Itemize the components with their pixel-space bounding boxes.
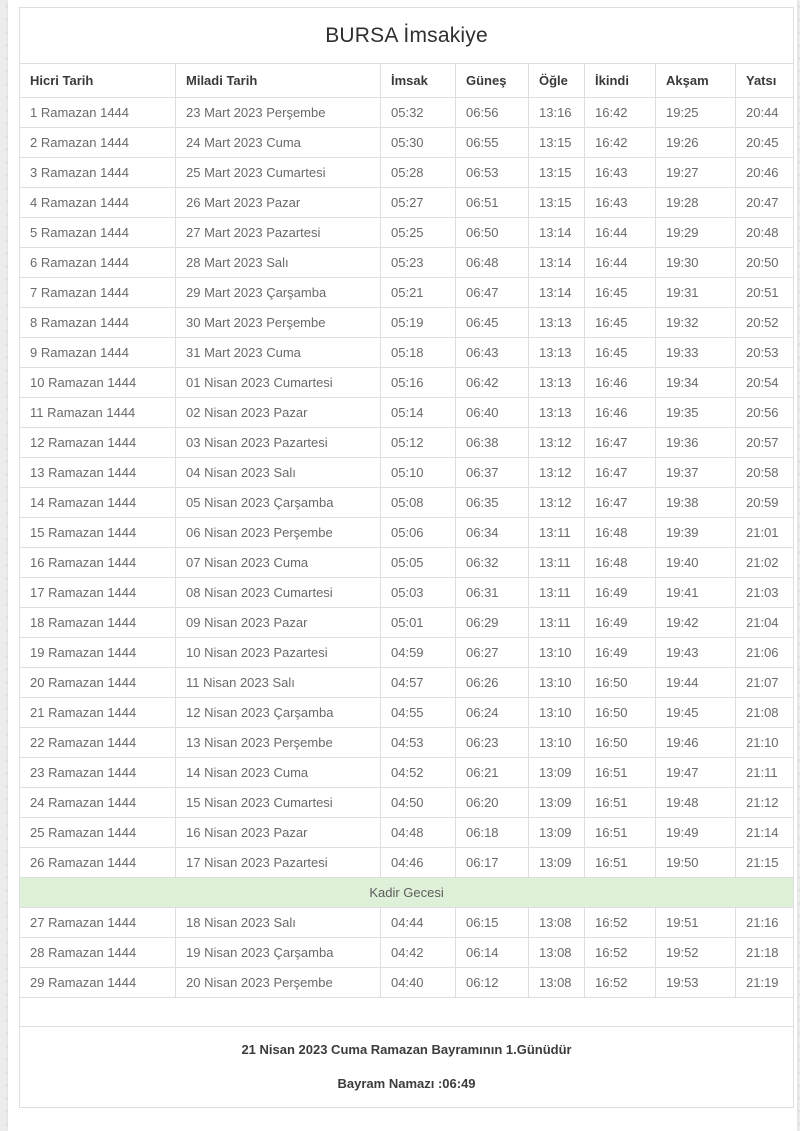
gunes-time-cell: 06:48 <box>456 248 529 278</box>
miladi-tarih-cell: 31 Mart 2023 Cuma <box>176 338 381 368</box>
aksam-time-cell: 19:31 <box>656 278 736 308</box>
miladi-tarih-cell: 30 Mart 2023 Perşembe <box>176 308 381 338</box>
imsak-time-cell: 05:16 <box>381 368 456 398</box>
yatsi-time-cell: 20:45 <box>736 128 794 158</box>
imsak-time-cell: 04:46 <box>381 848 456 878</box>
yatsi-time-cell: 21:08 <box>736 698 794 728</box>
ogle-time-cell: 13:14 <box>529 248 585 278</box>
aksam-time-cell: 19:43 <box>656 638 736 668</box>
hicri-tarih-cell: 3 Ramazan 1444 <box>20 158 176 188</box>
yatsi-time-cell: 21:15 <box>736 848 794 878</box>
ogle-time-cell: 13:08 <box>529 938 585 968</box>
ikindi-time-cell: 16:51 <box>585 758 656 788</box>
gunes-time-cell: 06:34 <box>456 518 529 548</box>
column-header-ogle: Öğle <box>529 64 585 98</box>
miladi-tarih-cell: 17 Nisan 2023 Pazartesi <box>176 848 381 878</box>
miladi-tarih-cell: 20 Nisan 2023 Perşembe <box>176 968 381 998</box>
ikindi-time-cell: 16:52 <box>585 968 656 998</box>
hicri-tarih-cell: 21 Ramazan 1444 <box>20 698 176 728</box>
table-row <box>20 608 794 638</box>
yatsi-time-cell: 20:57 <box>736 428 794 458</box>
miladi-tarih-cell: 25 Mart 2023 Cumartesi <box>176 158 381 188</box>
table-row <box>20 638 794 668</box>
yatsi-time-cell: 21:19 <box>736 968 794 998</box>
bayram-namazi-time: Bayram Namazı :06:49 <box>337 1076 476 1091</box>
gunes-time-cell: 06:56 <box>456 98 529 128</box>
miladi-tarih-cell: 13 Nisan 2023 Perşembe <box>176 728 381 758</box>
miladi-tarih-cell: 18 Nisan 2023 Salı <box>176 908 381 938</box>
column-header-row <box>20 64 794 98</box>
yatsi-time-cell: 21:07 <box>736 668 794 698</box>
miladi-tarih-cell: 24 Mart 2023 Cuma <box>176 128 381 158</box>
gunes-time-cell: 06:15 <box>456 908 529 938</box>
gunes-time-cell: 06:50 <box>456 218 529 248</box>
aksam-time-cell: 19:25 <box>656 98 736 128</box>
imsak-time-cell: 04:52 <box>381 758 456 788</box>
hicri-tarih-cell: 22 Ramazan 1444 <box>20 728 176 758</box>
bayram-day-note: 21 Nisan 2023 Cuma Ramazan Bayramının 1.Günüdür <box>241 1042 572 1057</box>
aksam-time-cell: 19:52 <box>656 938 736 968</box>
aksam-time-cell: 19:46 <box>656 728 736 758</box>
aksam-time-cell: 19:44 <box>656 668 736 698</box>
aksam-time-cell: 19:28 <box>656 188 736 218</box>
yatsi-time-cell: 20:50 <box>736 248 794 278</box>
ikindi-time-cell: 16:43 <box>585 188 656 218</box>
gunes-time-cell: 06:14 <box>456 938 529 968</box>
hicri-tarih-cell: 27 Ramazan 1444 <box>20 908 176 938</box>
gunes-time-cell: 06:32 <box>456 548 529 578</box>
ogle-time-cell: 13:08 <box>529 908 585 938</box>
table-row <box>20 548 794 578</box>
table-row <box>20 788 794 818</box>
aksam-time-cell: 19:39 <box>656 518 736 548</box>
ogle-time-cell: 13:15 <box>529 188 585 218</box>
ogle-time-cell: 13:16 <box>529 98 585 128</box>
aksam-time-cell: 19:50 <box>656 848 736 878</box>
imsak-time-cell: 05:28 <box>381 158 456 188</box>
miladi-tarih-cell: 02 Nisan 2023 Pazar <box>176 398 381 428</box>
imsak-time-cell: 05:25 <box>381 218 456 248</box>
yatsi-time-cell: 20:47 <box>736 188 794 218</box>
gunes-time-cell: 06:29 <box>456 608 529 638</box>
miladi-tarih-cell: 04 Nisan 2023 Salı <box>176 458 381 488</box>
ikindi-time-cell: 16:50 <box>585 698 656 728</box>
miladi-tarih-cell: 11 Nisan 2023 Salı <box>176 668 381 698</box>
table-row <box>20 98 794 128</box>
ikindi-time-cell: 16:47 <box>585 488 656 518</box>
page-title: BURSA İmsakiye <box>20 8 794 64</box>
column-header-hicri-tarih: Hicri Tarih <box>20 64 176 98</box>
ogle-time-cell: 13:10 <box>529 728 585 758</box>
hicri-tarih-cell: 20 Ramazan 1444 <box>20 668 176 698</box>
ogle-time-cell: 13:14 <box>529 278 585 308</box>
hicri-tarih-cell: 19 Ramazan 1444 <box>20 638 176 668</box>
table-row <box>20 458 794 488</box>
hicri-tarih-cell: 6 Ramazan 1444 <box>20 248 176 278</box>
imsak-time-cell: 05:10 <box>381 458 456 488</box>
hicri-tarih-cell: 12 Ramazan 1444 <box>20 428 176 458</box>
gunes-time-cell: 06:37 <box>456 458 529 488</box>
miladi-tarih-cell: 03 Nisan 2023 Pazartesi <box>176 428 381 458</box>
hicri-tarih-cell: 7 Ramazan 1444 <box>20 278 176 308</box>
table-row <box>20 368 794 398</box>
ogle-time-cell: 13:13 <box>529 338 585 368</box>
ogle-time-cell: 13:15 <box>529 158 585 188</box>
miladi-tarih-cell: 10 Nisan 2023 Pazartesi <box>176 638 381 668</box>
imsak-time-cell: 05:21 <box>381 278 456 308</box>
miladi-tarih-cell: 07 Nisan 2023 Cuma <box>176 548 381 578</box>
yatsi-time-cell: 21:16 <box>736 908 794 938</box>
column-header-ikindi: İkindi <box>585 64 656 98</box>
imsak-time-cell: 05:08 <box>381 488 456 518</box>
ikindi-time-cell: 16:47 <box>585 458 656 488</box>
ikindi-time-cell: 16:45 <box>585 338 656 368</box>
gunes-time-cell: 06:47 <box>456 278 529 308</box>
imsak-time-cell: 04:57 <box>381 668 456 698</box>
table-row <box>20 908 794 938</box>
ogle-time-cell: 13:09 <box>529 818 585 848</box>
ogle-time-cell: 13:10 <box>529 638 585 668</box>
ogle-time-cell: 13:11 <box>529 608 585 638</box>
ikindi-time-cell: 16:51 <box>585 788 656 818</box>
gunes-time-cell: 06:38 <box>456 428 529 458</box>
prayer-times-table <box>19 7 794 1108</box>
table-row <box>20 818 794 848</box>
gunes-time-cell: 06:20 <box>456 788 529 818</box>
yatsi-time-cell: 21:02 <box>736 548 794 578</box>
table-row <box>20 428 794 458</box>
ogle-time-cell: 13:09 <box>529 758 585 788</box>
aksam-time-cell: 19:47 <box>656 758 736 788</box>
miladi-tarih-cell: 14 Nisan 2023 Cuma <box>176 758 381 788</box>
column-header-aksam: Akşam <box>656 64 736 98</box>
ogle-time-cell: 13:14 <box>529 218 585 248</box>
ikindi-time-cell: 16:42 <box>585 98 656 128</box>
ogle-time-cell: 13:09 <box>529 848 585 878</box>
hicri-tarih-cell: 5 Ramazan 1444 <box>20 218 176 248</box>
hicri-tarih-cell: 13 Ramazan 1444 <box>20 458 176 488</box>
yatsi-time-cell: 21:04 <box>736 608 794 638</box>
aksam-time-cell: 19:51 <box>656 908 736 938</box>
gunes-time-cell: 06:53 <box>456 158 529 188</box>
hicri-tarih-cell: 28 Ramazan 1444 <box>20 938 176 968</box>
table-row <box>20 728 794 758</box>
aksam-time-cell: 19:42 <box>656 608 736 638</box>
yatsi-time-cell: 20:46 <box>736 158 794 188</box>
gunes-time-cell: 06:51 <box>456 188 529 218</box>
ogle-time-cell: 13:11 <box>529 548 585 578</box>
ikindi-time-cell: 16:43 <box>585 158 656 188</box>
hicri-tarih-cell: 4 Ramazan 1444 <box>20 188 176 218</box>
hicri-tarih-cell: 16 Ramazan 1444 <box>20 548 176 578</box>
footer-row <box>20 1027 794 1108</box>
aksam-time-cell: 19:30 <box>656 248 736 278</box>
table-row <box>20 158 794 188</box>
gunes-time-cell: 06:21 <box>456 758 529 788</box>
miladi-tarih-cell: 09 Nisan 2023 Pazar <box>176 608 381 638</box>
ogle-time-cell: 13:13 <box>529 308 585 338</box>
imsak-time-cell: 04:40 <box>381 968 456 998</box>
gunes-time-cell: 06:45 <box>456 308 529 338</box>
yatsi-time-cell: 21:06 <box>736 638 794 668</box>
table-row <box>20 488 794 518</box>
hicri-tarih-cell: 8 Ramazan 1444 <box>20 308 176 338</box>
table-row <box>20 398 794 428</box>
imsak-time-cell: 05:06 <box>381 518 456 548</box>
ogle-time-cell: 13:12 <box>529 428 585 458</box>
aksam-time-cell: 19:37 <box>656 458 736 488</box>
hicri-tarih-cell: 29 Ramazan 1444 <box>20 968 176 998</box>
ikindi-time-cell: 16:51 <box>585 818 656 848</box>
imsak-time-cell: 05:03 <box>381 578 456 608</box>
gunes-time-cell: 06:26 <box>456 668 529 698</box>
ikindi-time-cell: 16:50 <box>585 668 656 698</box>
aksam-time-cell: 19:32 <box>656 308 736 338</box>
aksam-time-cell: 19:38 <box>656 488 736 518</box>
yatsi-time-cell: 21:18 <box>736 938 794 968</box>
ogle-time-cell: 13:12 <box>529 458 585 488</box>
table-row <box>20 308 794 338</box>
yatsi-time-cell: 21:01 <box>736 518 794 548</box>
imsak-time-cell: 04:59 <box>381 638 456 668</box>
hicri-tarih-cell: 24 Ramazan 1444 <box>20 788 176 818</box>
ogle-time-cell: 13:10 <box>529 698 585 728</box>
yatsi-time-cell: 20:53 <box>736 338 794 368</box>
hicri-tarih-cell: 15 Ramazan 1444 <box>20 518 176 548</box>
ikindi-time-cell: 16:50 <box>585 728 656 758</box>
gunes-time-cell: 06:55 <box>456 128 529 158</box>
ikindi-time-cell: 16:44 <box>585 218 656 248</box>
aksam-time-cell: 19:29 <box>656 218 736 248</box>
miladi-tarih-cell: 12 Nisan 2023 Çarşamba <box>176 698 381 728</box>
aksam-time-cell: 19:45 <box>656 698 736 728</box>
yatsi-time-cell: 20:48 <box>736 218 794 248</box>
ikindi-time-cell: 16:45 <box>585 308 656 338</box>
table-row <box>20 278 794 308</box>
imsak-time-cell: 04:42 <box>381 938 456 968</box>
table-row <box>20 128 794 158</box>
ikindi-time-cell: 16:45 <box>585 278 656 308</box>
ikindi-time-cell: 16:44 <box>585 248 656 278</box>
aksam-time-cell: 19:53 <box>656 968 736 998</box>
yatsi-time-cell: 20:51 <box>736 278 794 308</box>
gunes-time-cell: 06:43 <box>456 338 529 368</box>
gunes-time-cell: 06:40 <box>456 398 529 428</box>
ikindi-time-cell: 16:49 <box>585 638 656 668</box>
miladi-tarih-cell: 19 Nisan 2023 Çarşamba <box>176 938 381 968</box>
aksam-time-cell: 19:33 <box>656 338 736 368</box>
ogle-time-cell: 13:12 <box>529 488 585 518</box>
ikindi-time-cell: 16:49 <box>585 608 656 638</box>
aksam-time-cell: 19:40 <box>656 548 736 578</box>
gunes-time-cell: 06:17 <box>456 848 529 878</box>
gunes-time-cell: 06:35 <box>456 488 529 518</box>
miladi-tarih-cell: 27 Mart 2023 Pazartesi <box>176 218 381 248</box>
ikindi-time-cell: 16:52 <box>585 908 656 938</box>
ikindi-time-cell: 16:52 <box>585 938 656 968</box>
ikindi-time-cell: 16:48 <box>585 518 656 548</box>
miladi-tarih-cell: 29 Mart 2023 Çarşamba <box>176 278 381 308</box>
imsak-time-cell: 04:55 <box>381 698 456 728</box>
yatsi-time-cell: 21:14 <box>736 818 794 848</box>
hicri-tarih-cell: 25 Ramazan 1444 <box>20 818 176 848</box>
miladi-tarih-cell: 26 Mart 2023 Pazar <box>176 188 381 218</box>
ikindi-time-cell: 16:51 <box>585 848 656 878</box>
ikindi-time-cell: 16:48 <box>585 548 656 578</box>
yatsi-time-cell: 20:58 <box>736 458 794 488</box>
ikindi-time-cell: 16:46 <box>585 368 656 398</box>
yatsi-time-cell: 21:10 <box>736 728 794 758</box>
title-row <box>20 8 794 64</box>
imsak-time-cell: 04:44 <box>381 908 456 938</box>
yatsi-time-cell: 20:44 <box>736 98 794 128</box>
imsak-time-cell: 05:32 <box>381 98 456 128</box>
miladi-tarih-cell: 28 Mart 2023 Salı <box>176 248 381 278</box>
gunes-time-cell: 06:27 <box>456 638 529 668</box>
footer-cell <box>20 1027 794 1108</box>
gunes-time-cell: 06:12 <box>456 968 529 998</box>
hicri-tarih-cell: 14 Ramazan 1444 <box>20 488 176 518</box>
table-row <box>20 218 794 248</box>
table-body <box>20 98 794 998</box>
miladi-tarih-cell: 08 Nisan 2023 Cumartesi <box>176 578 381 608</box>
imsak-time-cell: 05:30 <box>381 128 456 158</box>
imsakiye-card <box>8 0 797 1131</box>
hicri-tarih-cell: 11 Ramazan 1444 <box>20 398 176 428</box>
table-row <box>20 698 794 728</box>
ogle-time-cell: 13:11 <box>529 578 585 608</box>
aksam-time-cell: 19:27 <box>656 158 736 188</box>
hicri-tarih-cell: 1 Ramazan 1444 <box>20 98 176 128</box>
imsak-time-cell: 05:27 <box>381 188 456 218</box>
ikindi-time-cell: 16:49 <box>585 578 656 608</box>
kadir-gecesi-label: Kadir Gecesi <box>20 878 794 908</box>
hicri-tarih-cell: 26 Ramazan 1444 <box>20 848 176 878</box>
miladi-tarih-cell: 16 Nisan 2023 Pazar <box>176 818 381 848</box>
table-row <box>20 248 794 278</box>
imsak-time-cell: 05:18 <box>381 338 456 368</box>
ikindi-time-cell: 16:46 <box>585 398 656 428</box>
yatsi-time-cell: 21:03 <box>736 578 794 608</box>
imsak-time-cell: 05:05 <box>381 548 456 578</box>
imsak-time-cell: 05:12 <box>381 428 456 458</box>
yatsi-time-cell: 20:54 <box>736 368 794 398</box>
hicri-tarih-cell: 2 Ramazan 1444 <box>20 128 176 158</box>
ikindi-time-cell: 16:42 <box>585 128 656 158</box>
aksam-time-cell: 19:41 <box>656 578 736 608</box>
spacer-row <box>20 998 794 1027</box>
aksam-time-cell: 19:49 <box>656 818 736 848</box>
table-row <box>20 338 794 368</box>
imsak-time-cell: 05:01 <box>381 608 456 638</box>
table-row <box>20 968 794 998</box>
yatsi-time-cell: 20:59 <box>736 488 794 518</box>
yatsi-time-cell: 21:12 <box>736 788 794 818</box>
gunes-time-cell: 06:24 <box>456 698 529 728</box>
yatsi-time-cell: 20:52 <box>736 308 794 338</box>
ogle-time-cell: 13:11 <box>529 518 585 548</box>
imsak-time-cell: 04:50 <box>381 788 456 818</box>
ogle-time-cell: 13:08 <box>529 968 585 998</box>
hicri-tarih-cell: 17 Ramazan 1444 <box>20 578 176 608</box>
hicri-tarih-cell: 9 Ramazan 1444 <box>20 338 176 368</box>
miladi-tarih-cell: 15 Nisan 2023 Cumartesi <box>176 788 381 818</box>
hicri-tarih-cell: 18 Ramazan 1444 <box>20 608 176 638</box>
aksam-time-cell: 19:48 <box>656 788 736 818</box>
imsak-time-cell: 04:48 <box>381 818 456 848</box>
miladi-tarih-cell: 06 Nisan 2023 Perşembe <box>176 518 381 548</box>
hicri-tarih-cell: 23 Ramazan 1444 <box>20 758 176 788</box>
kadir-gecesi-row <box>20 878 794 908</box>
column-header-miladi-tarih: Miladi Tarih <box>176 64 381 98</box>
ogle-time-cell: 13:13 <box>529 368 585 398</box>
ogle-time-cell: 13:15 <box>529 128 585 158</box>
imsak-time-cell: 05:14 <box>381 398 456 428</box>
aksam-time-cell: 19:26 <box>656 128 736 158</box>
gunes-time-cell: 06:23 <box>456 728 529 758</box>
miladi-tarih-cell: 01 Nisan 2023 Cumartesi <box>176 368 381 398</box>
column-header-yatsi: Yatsı <box>736 64 794 98</box>
spacer-cell <box>20 998 794 1027</box>
ogle-time-cell: 13:13 <box>529 398 585 428</box>
table-row <box>20 188 794 218</box>
table-row <box>20 578 794 608</box>
table-row <box>20 668 794 698</box>
yatsi-time-cell: 20:56 <box>736 398 794 428</box>
imsak-time-cell: 04:53 <box>381 728 456 758</box>
table-row <box>20 518 794 548</box>
aksam-time-cell: 19:36 <box>656 428 736 458</box>
miladi-tarih-cell: 23 Mart 2023 Perşembe <box>176 98 381 128</box>
ikindi-time-cell: 16:47 <box>585 428 656 458</box>
imsak-time-cell: 05:23 <box>381 248 456 278</box>
hicri-tarih-cell: 10 Ramazan 1444 <box>20 368 176 398</box>
table-row <box>20 848 794 878</box>
table-row <box>20 758 794 788</box>
ogle-time-cell: 13:09 <box>529 788 585 818</box>
imsak-time-cell: 05:19 <box>381 308 456 338</box>
gunes-time-cell: 06:42 <box>456 368 529 398</box>
gunes-time-cell: 06:31 <box>456 578 529 608</box>
aksam-time-cell: 19:34 <box>656 368 736 398</box>
gunes-time-cell: 06:18 <box>456 818 529 848</box>
column-header-imsak: İmsak <box>381 64 456 98</box>
table-row <box>20 938 794 968</box>
ogle-time-cell: 13:10 <box>529 668 585 698</box>
aksam-time-cell: 19:35 <box>656 398 736 428</box>
column-header-gunes: Güneş <box>456 64 529 98</box>
miladi-tarih-cell: 05 Nisan 2023 Çarşamba <box>176 488 381 518</box>
yatsi-time-cell: 21:11 <box>736 758 794 788</box>
